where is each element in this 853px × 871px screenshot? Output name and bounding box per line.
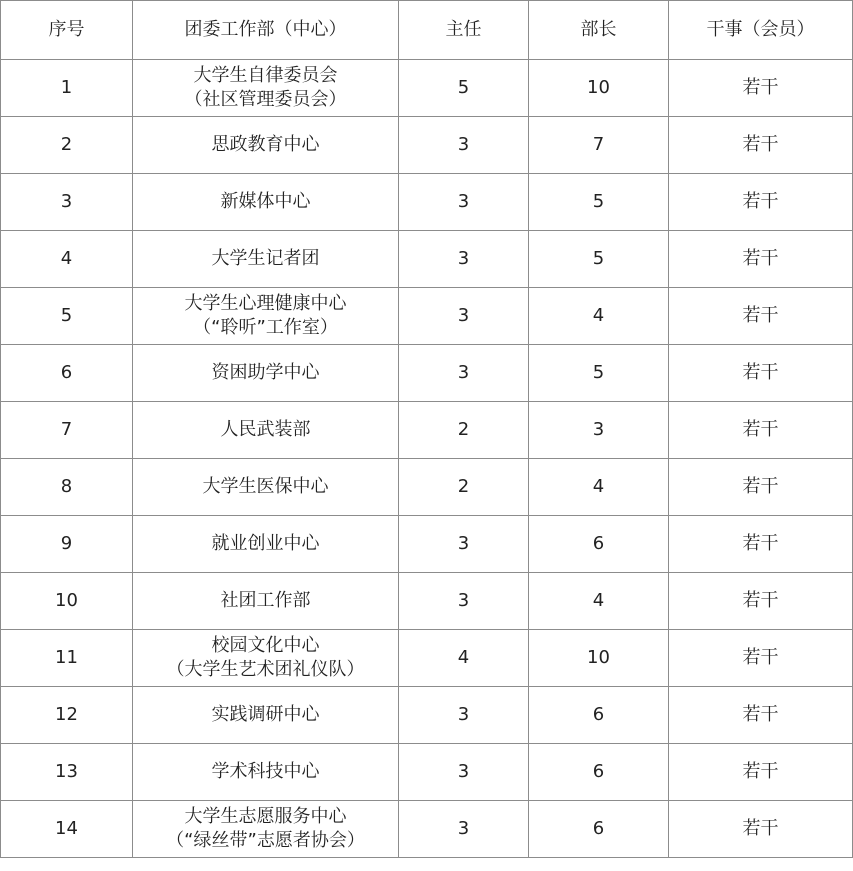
department-name [133,345,399,402]
row-index: 1 [1,60,133,117]
department-name-line: 思政教育中心 [211,134,320,155]
table-row [1,573,853,630]
director-count: 3 [399,516,529,573]
staff-count: 若干 [669,174,853,231]
department-name [133,459,399,516]
staff-count: 若干 [669,231,853,288]
department-name-line: 大学生自律委员会 [193,65,338,86]
minister-count: 4 [529,573,669,630]
department-name [133,231,399,288]
staff-count: 若干 [669,402,853,459]
department-name-line: 人民武装部 [220,419,311,440]
department-name [133,60,399,117]
row-index: 14 [1,801,133,858]
director-count: 3 [399,744,529,801]
staff-count: 若干 [669,288,853,345]
table-row [1,744,853,801]
minister-count: 5 [529,345,669,402]
header-minister: 部长 [529,1,669,60]
director-count: 3 [399,231,529,288]
department-name-line: 就业创业中心 [211,533,320,554]
header-department: 团委工作部（中心） [133,1,399,60]
department-name [133,801,399,858]
row-index: 3 [1,174,133,231]
director-count: 2 [399,459,529,516]
department-name-line: （“聆听”工作室） [193,317,338,338]
director-count: 5 [399,60,529,117]
staff-count: 若干 [669,117,853,174]
minister-count: 4 [529,459,669,516]
department-name [133,516,399,573]
table-row [1,630,853,687]
minister-count: 10 [529,60,669,117]
department-name-line: 大学生医保中心 [202,476,329,497]
table-row [1,516,853,573]
row-index: 5 [1,288,133,345]
table-body [1,60,853,858]
table-row [1,288,853,345]
minister-count: 5 [529,174,669,231]
department-name [133,573,399,630]
minister-count: 3 [529,402,669,459]
department-name-line: 大学生志愿服务中心 [184,806,347,827]
row-index: 2 [1,117,133,174]
department-name [133,687,399,744]
header-index: 序号 [1,1,133,60]
director-count: 3 [399,573,529,630]
table-row [1,117,853,174]
staff-count: 若干 [669,459,853,516]
row-index: 6 [1,345,133,402]
row-index: 10 [1,573,133,630]
director-count: 3 [399,174,529,231]
minister-count: 6 [529,744,669,801]
table-row [1,402,853,459]
director-count: 3 [399,801,529,858]
header-director: 主任 [399,1,529,60]
department-name-line: （“绿丝带”志愿者协会） [166,830,365,851]
staff-count: 若干 [669,744,853,801]
header-staff: 干事（会员） [669,1,853,60]
director-count: 3 [399,345,529,402]
staff-count: 若干 [669,801,853,858]
department-name-line: 校园文化中心 [211,635,320,656]
table-row [1,345,853,402]
row-index: 12 [1,687,133,744]
row-index: 8 [1,459,133,516]
minister-count: 6 [529,801,669,858]
table-header [1,1,853,60]
minister-count: 6 [529,516,669,573]
department-name-line: 社团工作部 [220,590,311,611]
table-row [1,801,853,858]
department-name-line: 实践调研中心 [211,704,320,725]
department-name [133,174,399,231]
minister-count: 7 [529,117,669,174]
department-name [133,402,399,459]
minister-count: 4 [529,288,669,345]
staff-count: 若干 [669,60,853,117]
department-name [133,117,399,174]
department-name-line: 大学生心理健康中心 [184,293,347,314]
director-count: 3 [399,687,529,744]
row-index: 11 [1,630,133,687]
table-row [1,231,853,288]
department-name [133,744,399,801]
department-name-line: （社区管理委员会） [184,89,347,110]
department-name-line: （大学生艺术团礼仪队） [166,659,365,680]
minister-count: 6 [529,687,669,744]
row-index: 4 [1,231,133,288]
minister-count: 10 [529,630,669,687]
staff-count: 若干 [669,687,853,744]
department-name-line: 学术科技中心 [211,761,320,782]
row-index: 13 [1,744,133,801]
director-count: 2 [399,402,529,459]
director-count: 3 [399,288,529,345]
department-name-line: 资困助学中心 [211,362,320,383]
minister-count: 5 [529,231,669,288]
director-count: 3 [399,117,529,174]
staff-count: 若干 [669,516,853,573]
table-row [1,60,853,117]
header-row [1,1,853,60]
department-name [133,630,399,687]
table-row [1,459,853,516]
director-count: 4 [399,630,529,687]
table-row [1,687,853,744]
staff-count: 若干 [669,573,853,630]
department-name-line: 大学生记者团 [211,248,320,269]
department-name [133,288,399,345]
staff-count: 若干 [669,345,853,402]
table-row [1,174,853,231]
row-index: 9 [1,516,133,573]
row-index: 7 [1,402,133,459]
department-name-line: 新媒体中心 [220,191,311,212]
staff-count: 若干 [669,630,853,687]
